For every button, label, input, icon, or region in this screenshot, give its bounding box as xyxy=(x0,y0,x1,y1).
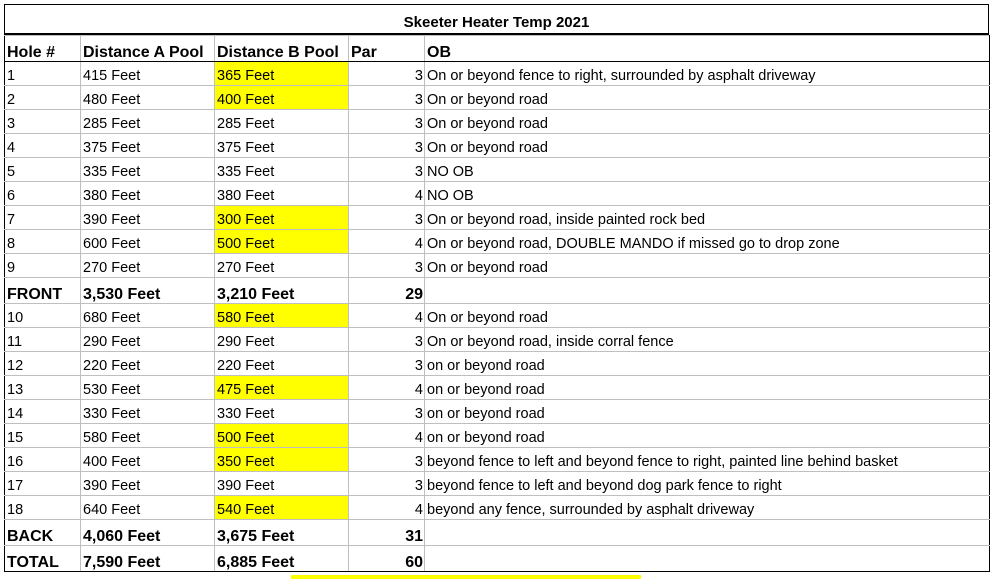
total-label[interactable]: FRONT xyxy=(5,278,81,304)
cell-par[interactable]: 4 xyxy=(349,230,425,254)
cell-distance-a[interactable]: 390 Feet xyxy=(81,206,215,230)
cell-par[interactable]: 4 xyxy=(349,496,425,520)
back-total-row xyxy=(5,520,990,546)
cell-ob[interactable]: On or beyond road, DOUBLE MANDO if missed go to drop zone xyxy=(425,230,990,254)
total-par[interactable]: 60 xyxy=(349,546,425,572)
cell-hole[interactable]: 3 xyxy=(5,110,81,134)
total-distance-a[interactable]: 3,530 Feet xyxy=(81,278,215,304)
cell-distance-a[interactable]: 375 Feet xyxy=(81,134,215,158)
cell-par[interactable]: 3 xyxy=(349,62,425,86)
cell-distance-b[interactable]: 350 Feet xyxy=(215,448,349,472)
header-hole[interactable]: Hole # xyxy=(5,36,81,62)
cell-distance-a[interactable]: 285 Feet xyxy=(81,110,215,134)
cell-distance-b[interactable]: 390 Feet xyxy=(215,472,349,496)
sheet-title: Skeeter Heater Temp 2021 xyxy=(4,4,989,35)
cell-par[interactable]: 3 xyxy=(349,134,425,158)
cell-ob[interactable]: on or beyond road xyxy=(425,352,990,376)
cell-ob[interactable]: On or beyond road xyxy=(425,86,990,110)
cell-par[interactable]: 3 xyxy=(349,328,425,352)
header-par[interactable]: Par xyxy=(349,36,425,62)
cell-distance-a[interactable]: 415 Feet xyxy=(81,62,215,86)
total-label[interactable]: TOTAL xyxy=(5,546,81,572)
scorecard-table xyxy=(4,35,990,572)
cell-ob[interactable]: On or beyond road xyxy=(425,304,990,328)
cell-hole[interactable]: 6 xyxy=(5,182,81,206)
table-row xyxy=(5,110,990,134)
cell-distance-a[interactable]: 580 Feet xyxy=(81,424,215,448)
cell-distance-a[interactable]: 220 Feet xyxy=(81,352,215,376)
cell-ob[interactable]: on or beyond road xyxy=(425,424,990,448)
cell-par[interactable]: 4 xyxy=(349,424,425,448)
table-row xyxy=(5,158,990,182)
cell-par[interactable]: 4 xyxy=(349,304,425,328)
cell-par[interactable]: 3 xyxy=(349,110,425,134)
cell-distance-a[interactable]: 480 Feet xyxy=(81,86,215,110)
table-row xyxy=(5,230,990,254)
cell-par[interactable]: 3 xyxy=(349,86,425,110)
cell-distance-a[interactable]: 600 Feet xyxy=(81,230,215,254)
total-distance-b[interactable]: 6,885 Feet xyxy=(215,546,349,572)
cell-distance-b[interactable]: 330 Feet xyxy=(215,400,349,424)
table-row xyxy=(5,134,990,158)
cell-hole[interactable]: 14 xyxy=(5,400,81,424)
grand-total-row xyxy=(5,546,990,572)
cell-distance-b[interactable]: 220 Feet xyxy=(215,352,349,376)
cell-distance-a[interactable]: 530 Feet xyxy=(81,376,215,400)
cell-distance-b[interactable]: 380 Feet xyxy=(215,182,349,206)
header-distance-b[interactable]: Distance B Pool xyxy=(215,36,349,62)
cell-par[interactable]: 3 xyxy=(349,206,425,230)
table-row xyxy=(5,254,990,278)
cell-distance-a[interactable]: 270 Feet xyxy=(81,254,215,278)
table-row xyxy=(5,304,990,328)
cell-distance-a[interactable]: 640 Feet xyxy=(81,496,215,520)
table-row xyxy=(5,86,990,110)
cell-hole[interactable]: 2 xyxy=(5,86,81,110)
cell-par[interactable]: 3 xyxy=(349,448,425,472)
cell-distance-b[interactable]: 270 Feet xyxy=(215,254,349,278)
cell-distance-a[interactable]: 290 Feet xyxy=(81,328,215,352)
cell-distance-a[interactable]: 680 Feet xyxy=(81,304,215,328)
cell-par[interactable]: 4 xyxy=(349,182,425,206)
cell-hole[interactable]: 9 xyxy=(5,254,81,278)
cell-distance-a[interactable]: 400 Feet xyxy=(81,448,215,472)
cell-distance-b[interactable]: 365 Feet xyxy=(215,62,349,86)
total-distance-a[interactable]: 4,060 Feet xyxy=(81,520,215,546)
cell-hole[interactable]: 4 xyxy=(5,134,81,158)
cell-ob[interactable]: On or beyond fence to right, surrounded by asphalt driveway xyxy=(425,62,990,86)
cell-hole[interactable]: 1 xyxy=(5,62,81,86)
table-row xyxy=(5,472,990,496)
total-par[interactable]: 29 xyxy=(349,278,425,304)
cell-hole[interactable]: 8 xyxy=(5,230,81,254)
cell-ob[interactable]: on or beyond road xyxy=(425,376,990,400)
table-row xyxy=(5,448,990,472)
header-row xyxy=(5,36,990,62)
cell-hole[interactable]: 17 xyxy=(5,472,81,496)
cell-ob[interactable]: beyond fence to left and beyond fence to right, painted line behind basket xyxy=(425,448,990,472)
front-total-row xyxy=(5,278,990,304)
table-row xyxy=(5,376,990,400)
total-label[interactable]: BACK xyxy=(5,520,81,546)
cell-hole[interactable]: 7 xyxy=(5,206,81,230)
cell-ob[interactable]: On or beyond road, inside corral fence xyxy=(425,328,990,352)
cell-par[interactable]: 4 xyxy=(349,376,425,400)
table-row xyxy=(5,182,990,206)
cell-distance-b[interactable]: 335 Feet xyxy=(215,158,349,182)
cell-distance-a[interactable]: 380 Feet xyxy=(81,182,215,206)
table-row xyxy=(5,328,990,352)
cell-par[interactable]: 3 xyxy=(349,158,425,182)
cell-par[interactable]: 3 xyxy=(349,352,425,376)
cell-hole[interactable]: 10 xyxy=(5,304,81,328)
cell-distance-b[interactable]: 375 Feet xyxy=(215,134,349,158)
cell-distance-b[interactable]: 300 Feet xyxy=(215,206,349,230)
table-row xyxy=(5,206,990,230)
cell-distance-a[interactable]: 330 Feet xyxy=(81,400,215,424)
total-ob-empty[interactable] xyxy=(425,278,990,304)
cell-hole[interactable]: 11 xyxy=(5,328,81,352)
cell-distance-b[interactable]: 285 Feet xyxy=(215,110,349,134)
cell-ob[interactable]: On or beyond road xyxy=(425,254,990,278)
cell-hole[interactable]: 16 xyxy=(5,448,81,472)
cell-ob[interactable]: NO OB xyxy=(425,182,990,206)
cell-distance-b[interactable]: 580 Feet xyxy=(215,304,349,328)
header-distance-a[interactable]: Distance A Pool xyxy=(81,36,215,62)
cell-hole[interactable]: 18 xyxy=(5,496,81,520)
total-par[interactable]: 31 xyxy=(349,520,425,546)
header-ob[interactable]: OB xyxy=(425,36,990,62)
cell-distance-b[interactable]: 290 Feet xyxy=(215,328,349,352)
cell-distance-a[interactable]: 335 Feet xyxy=(81,158,215,182)
cell-par[interactable]: 3 xyxy=(349,472,425,496)
cell-ob[interactable]: NO OB xyxy=(425,158,990,182)
spreadsheet xyxy=(4,4,989,572)
total-ob-empty[interactable] xyxy=(425,520,990,546)
cell-ob[interactable]: beyond fence to left and beyond dog park fence to right xyxy=(425,472,990,496)
highlight-strip xyxy=(291,575,641,579)
cell-ob[interactable]: On or beyond road xyxy=(425,110,990,134)
total-ob-empty[interactable] xyxy=(425,546,990,572)
cell-ob[interactable]: beyond any fence, surrounded by asphalt driveway xyxy=(425,496,990,520)
cell-ob[interactable]: on or beyond road xyxy=(425,400,990,424)
table-row xyxy=(5,400,990,424)
table-row xyxy=(5,352,990,376)
cell-hole[interactable]: 5 xyxy=(5,158,81,182)
cell-hole[interactable]: 15 xyxy=(5,424,81,448)
cell-distance-b[interactable]: 540 Feet xyxy=(215,496,349,520)
table-row xyxy=(5,62,990,86)
cell-hole[interactable]: 13 xyxy=(5,376,81,400)
table-row xyxy=(5,496,990,520)
cell-ob[interactable]: On or beyond road xyxy=(425,134,990,158)
cell-par[interactable]: 3 xyxy=(349,400,425,424)
cell-distance-b[interactable]: 500 Feet xyxy=(215,424,349,448)
total-distance-b[interactable]: 3,675 Feet xyxy=(215,520,349,546)
cell-distance-b[interactable]: 500 Feet xyxy=(215,230,349,254)
table-row xyxy=(5,424,990,448)
cell-distance-b[interactable]: 400 Feet xyxy=(215,86,349,110)
cell-ob[interactable]: On or beyond road, inside painted rock bed xyxy=(425,206,990,230)
cell-distance-b[interactable]: 475 Feet xyxy=(215,376,349,400)
total-distance-a[interactable]: 7,590 Feet xyxy=(81,546,215,572)
cell-hole[interactable]: 12 xyxy=(5,352,81,376)
total-distance-b[interactable]: 3,210 Feet xyxy=(215,278,349,304)
cell-distance-a[interactable]: 390 Feet xyxy=(81,472,215,496)
cell-par[interactable]: 3 xyxy=(349,254,425,278)
